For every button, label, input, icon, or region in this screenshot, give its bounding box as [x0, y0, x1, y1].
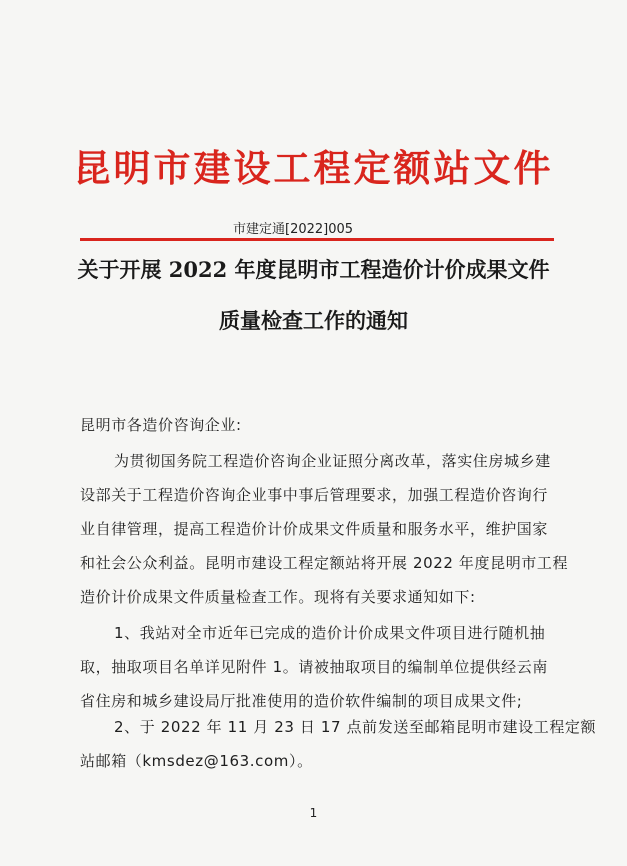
- paragraph-line: 造价计价成果文件质量检查工作。现将有关要求通知如下:: [80, 588, 476, 606]
- notice-title-line-1: 关于开展 2022 年度昆明市工程造价计价成果文件: [77, 257, 550, 282]
- header-red-rule: [80, 238, 554, 241]
- item-1-line: 取，抽取项目名单详见附件 1。请被抽取项目的编制单位提供经云南: [80, 658, 548, 676]
- notice-title-line-2: 质量检查工作的通知: [219, 308, 408, 333]
- paragraph-line: 设部关于工程造价咨询企业事中事后管理要求，加强工程造价咨询行: [80, 486, 549, 504]
- item-2-line: 站邮箱（kmsdez@163.com）。: [80, 752, 313, 770]
- page-number: 1: [309, 806, 318, 820]
- paragraph-line: 和社会公众利益。昆明市建设工程定额站将开展 2022 年度昆明市工程: [80, 554, 569, 572]
- item-1-line: 1、我站对全市近年已完成的造价计价成果文件项目进行随机抽: [114, 624, 546, 642]
- item-1-line: 省住房和城乡建设局厅批准使用的造价软件编制的项目成果文件;: [80, 692, 523, 710]
- item-2-line: 2、于 2022 年 11 月 23 日 17 点前发送至邮箱昆明市建设工程定额: [114, 718, 597, 736]
- document-header-title: 昆明市建设工程定额站文件: [73, 146, 554, 190]
- salutation: 昆明市各造价咨询企业:: [80, 416, 242, 434]
- paragraph-line: 为贯彻国务院工程造价咨询企业证照分离改革，落实住房城乡建: [114, 452, 551, 470]
- document-number: 市建定通[2022]005: [233, 222, 354, 237]
- paragraph-line: 业自律管理，提高工程造价计价成果文件质量和服务水平，维护国家: [80, 520, 549, 538]
